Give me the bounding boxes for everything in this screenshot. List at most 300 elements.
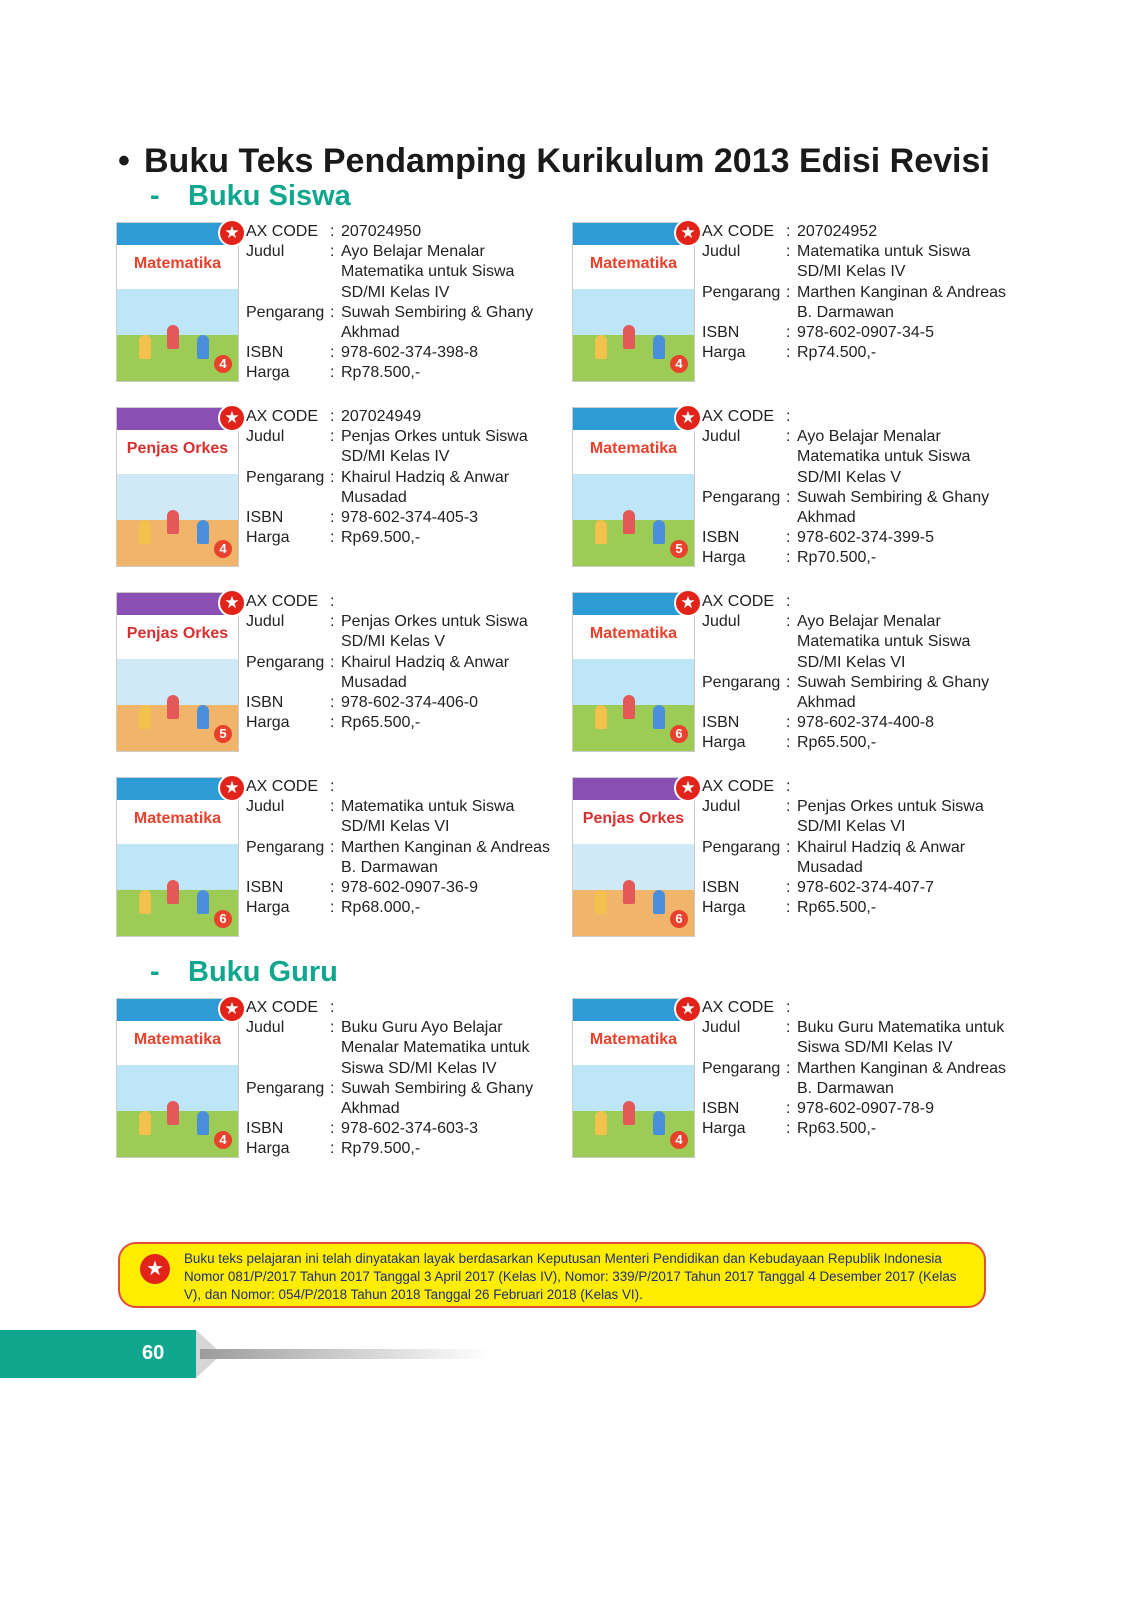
field-colon: : (330, 613, 335, 631)
field-label: AX CODE (246, 593, 319, 610)
field-colon: : (786, 1059, 791, 1077)
field-value: Suwah Sembiring & Ghany Akhmad (797, 673, 990, 712)
field-label: ISBN (246, 879, 284, 897)
cover-child-figure (653, 890, 665, 914)
judul-row (702, 612, 1012, 673)
field-colon: : (330, 798, 335, 816)
cover-child-figure (197, 1111, 209, 1135)
field-value: Khairul Hadziq & Anwar Musadad (341, 468, 510, 506)
book-entry (116, 998, 556, 1158)
cover-child-figure (139, 705, 151, 729)
field-colon: : (330, 1079, 335, 1097)
field-colon: : (330, 468, 335, 486)
field-value: Penjas Orkes untuk Siswa SD/MI Kelas VI (797, 798, 984, 836)
harga-row (702, 548, 1012, 568)
harga-row (702, 733, 1012, 753)
cover-child-figure (595, 1111, 607, 1135)
isbn-row (246, 343, 556, 363)
cover-child-figure (653, 1111, 665, 1135)
field-value: Rp65.500,- (797, 734, 877, 752)
field-colon: : (786, 673, 791, 691)
pengarang-row (246, 653, 556, 693)
isbn-row (246, 878, 556, 898)
cover-child-figure (139, 890, 151, 914)
book-entry (572, 998, 1012, 1158)
cover-title: Matematika (133, 1031, 222, 1048)
field-colon: : (330, 593, 335, 610)
field-label: Pengarang (702, 488, 781, 506)
cover-grade-badge: 6 (670, 910, 688, 928)
isbn-row (246, 508, 556, 528)
field-colon: : (786, 899, 791, 917)
field-label: ISBN (246, 1120, 284, 1138)
cover-child-figure (653, 335, 665, 359)
star-icon: ★ (218, 774, 246, 802)
cover-title: Matematika (589, 440, 678, 457)
harga-row (246, 898, 556, 918)
field-value (797, 407, 1012, 427)
book-cover-image (116, 592, 239, 752)
judul-row (702, 242, 1012, 282)
field-value: Ayo Belajar Menalar Matematika untuk Siswa SD/MI Kelas V (797, 428, 971, 486)
field-label: AX CODE (246, 999, 319, 1016)
field-value: Rp78.500,- (341, 364, 421, 382)
field-value: Rp68.000,- (341, 899, 421, 917)
book-details (246, 222, 556, 384)
field-value: Ayo Belajar Menalar Matematika untuk Siswa SD/MI Kelas VI (797, 613, 971, 671)
star-icon: ★ (674, 589, 702, 617)
book-details (702, 407, 1012, 569)
field-value: Marthen Kanginan & Andreas B. Darmawan (797, 283, 1007, 321)
harga-row (246, 1139, 556, 1159)
field-value: Matematika untuk Siswa SD/MI Kelas IV (797, 243, 971, 281)
book-details (246, 407, 556, 548)
field-value: Suwah Sembiring & Ghany Akhmad (797, 488, 990, 527)
field-colon: : (330, 653, 335, 671)
cover-title: Matematika (133, 810, 222, 827)
book-entry (116, 407, 556, 567)
field-colon: : (330, 999, 335, 1016)
isbn-row (702, 713, 1012, 733)
book-details (702, 592, 1012, 754)
cover-child-figure (197, 705, 209, 729)
field-label: Harga (702, 344, 746, 362)
field-value: 978-602-374-407-7 (797, 879, 934, 897)
judul-row (702, 427, 1012, 488)
field-label: ISBN (702, 324, 740, 342)
field-colon: : (330, 364, 335, 382)
field-colon: : (786, 344, 791, 362)
book-cover-image (572, 407, 695, 567)
field-label: AX CODE (246, 408, 319, 425)
star-icon: ★ (218, 219, 246, 247)
book-entry (572, 222, 1012, 382)
pengarang-row (702, 488, 1012, 528)
field-label: Judul (246, 243, 285, 261)
harga-row (246, 713, 556, 733)
field-value: Buku Guru Ayo Belajar Menalar Matematika untuk Siswa SD/MI Kelas IV (341, 1019, 530, 1077)
cover-child-figure (167, 695, 179, 719)
heading-dash: - (150, 956, 160, 988)
field-colon: : (786, 324, 791, 342)
field-label: Pengarang (702, 673, 781, 691)
book-entry (572, 592, 1012, 752)
field-label: AX CODE (702, 223, 775, 240)
book-details (246, 592, 556, 733)
pengarang-row (702, 673, 1012, 713)
cover-child-figure (653, 520, 665, 544)
cover-child-figure (167, 325, 179, 349)
cover-child-figure (197, 890, 209, 914)
pengarang-row (246, 303, 556, 343)
book-cover-image (116, 407, 239, 567)
field-value: Khairul Hadziq & Anwar Musadad (341, 653, 510, 691)
notice-text: Buku teks pelajaran ini telah dinyatakan layak berdasarkan Keputusan Menteri Pendidikan dan Kebudayaan Republik Indonesia Nomor 081/P/2017 Tahun 2017 Tanggal 3 April 2017 (Kelas IV), Nomor: 339/P/2017 Tahun 2017 Tanggal 4 Desember 2017 (Kelas V), dan Nomor: 054/P/2018 Tahun 2018 Tanggal 26 Februari 2018 (Kelas VI). (184, 1251, 957, 1302)
cover-grade-badge: 4 (670, 1131, 688, 1149)
star-icon: ★ (218, 404, 246, 432)
field-label: Judul (246, 798, 285, 816)
field-colon: : (330, 223, 335, 240)
ax-code-row (246, 407, 556, 427)
field-colon: : (786, 798, 791, 816)
field-label: Harga (246, 364, 290, 382)
harga-row (702, 1119, 1012, 1139)
field-label: Judul (246, 613, 285, 631)
book-details (246, 777, 556, 918)
field-label: AX CODE (246, 778, 319, 795)
book-entry (572, 407, 1012, 567)
field-value: Khairul Hadziq & Anwar Musadad (797, 838, 966, 876)
field-value: Suwah Sembiring & Ghany Akhmad (341, 1079, 534, 1118)
field-value (341, 592, 556, 612)
field-value: 207024950 (341, 223, 422, 240)
pengarang-row (246, 468, 556, 508)
book-details (702, 998, 1012, 1139)
heading-text: Buku Guru (188, 956, 338, 988)
title-bullet: • (118, 142, 130, 180)
star-icon: ★ (674, 219, 702, 247)
field-label: Judul (702, 798, 741, 816)
field-label: AX CODE (702, 778, 775, 795)
ax-code-row (702, 777, 1012, 797)
cover-grade-badge: 4 (214, 540, 232, 558)
cover-child-figure (623, 325, 635, 349)
field-value: Penjas Orkes untuk Siswa SD/MI Kelas V (341, 613, 528, 651)
cover-grade-badge: 4 (670, 355, 688, 373)
book-cover-image (572, 777, 695, 937)
ax-code-row (702, 998, 1012, 1018)
field-label: Pengarang (246, 653, 325, 671)
field-label: ISBN (246, 344, 284, 362)
field-colon: : (786, 283, 791, 301)
book-cover-image (572, 222, 695, 382)
book-entry (116, 222, 556, 382)
cover-child-figure (139, 335, 151, 359)
judul-row (702, 797, 1012, 837)
pengarang-row (702, 1059, 1012, 1099)
field-colon: : (786, 1019, 791, 1037)
section-heading-guru (150, 956, 338, 989)
cover-child-figure (595, 335, 607, 359)
judul-row (246, 1018, 556, 1079)
field-label: Harga (246, 1140, 290, 1158)
cover-title: Penjas Orkes (126, 440, 229, 457)
field-colon: : (786, 734, 791, 752)
ax-code-row (246, 998, 556, 1018)
field-label: ISBN (702, 714, 740, 732)
ax-code-row (246, 777, 556, 797)
cover-grade-badge: 6 (670, 725, 688, 743)
field-value: Rp65.500,- (341, 714, 421, 732)
book-entry (572, 777, 1012, 937)
cover-child-figure (139, 520, 151, 544)
cover-grade-badge: 4 (214, 1131, 232, 1149)
field-colon: : (786, 223, 791, 240)
ax-code-row (246, 222, 556, 242)
field-label: Pengarang (702, 838, 781, 856)
judul-row (246, 797, 556, 837)
ax-code-row (702, 592, 1012, 612)
field-value: 978-602-374-405-3 (341, 509, 478, 527)
cover-title: Penjas Orkes (126, 625, 229, 642)
star-icon: ★ (674, 774, 702, 802)
field-value: Marthen Kanginan & Andreas B. Darmawan (797, 1059, 1007, 1097)
cover-child-figure (139, 1111, 151, 1135)
book-cover-image (116, 222, 239, 382)
page-title (118, 142, 990, 181)
field-value: Ayo Belajar Menalar Matematika untuk Siswa SD/MI Kelas IV (341, 243, 515, 301)
cover-child-figure (595, 705, 607, 729)
field-colon: : (330, 243, 335, 261)
field-label: Pengarang (702, 1059, 781, 1077)
approval-notice (118, 1242, 986, 1308)
judul-row (246, 427, 556, 467)
harga-row (246, 363, 556, 383)
field-label: AX CODE (246, 223, 319, 240)
pengarang-row (702, 838, 1012, 878)
book-details (702, 777, 1012, 918)
isbn-row (702, 323, 1012, 343)
field-label: Judul (246, 428, 285, 446)
book-details (702, 222, 1012, 363)
field-colon: : (786, 488, 791, 506)
field-value (341, 777, 556, 797)
field-colon: : (786, 879, 791, 897)
field-label: Judul (702, 1019, 741, 1037)
star-icon: ★ (218, 995, 246, 1023)
field-value: Rp69.500,- (341, 529, 421, 547)
field-label: Pengarang (246, 468, 325, 486)
book-cover-image (572, 592, 695, 752)
ax-code-row (702, 407, 1012, 427)
field-colon: : (786, 778, 791, 795)
field-colon: : (330, 714, 335, 732)
field-colon: : (786, 529, 791, 547)
field-value: Rp65.500,- (797, 899, 877, 917)
cover-title: Matematika (133, 255, 222, 272)
field-value (797, 592, 1012, 612)
footer-gradient-bar (200, 1349, 490, 1359)
pengarang-row (246, 1079, 556, 1119)
field-label: Harga (702, 734, 746, 752)
field-label: Harga (246, 714, 290, 732)
isbn-row (246, 1119, 556, 1139)
cover-child-figure (623, 510, 635, 534)
cover-title: Penjas Orkes (582, 810, 685, 827)
field-label: Pengarang (246, 303, 325, 321)
cover-child-figure (623, 695, 635, 719)
cover-grade-badge: 6 (214, 910, 232, 928)
field-label: AX CODE (702, 408, 775, 425)
ax-code-row (246, 592, 556, 612)
field-label: Judul (702, 428, 741, 446)
cover-child-figure (653, 705, 665, 729)
field-value: 207024952 (797, 223, 878, 240)
field-colon: : (786, 428, 791, 446)
field-value: Suwah Sembiring & Ghany Akhmad (341, 303, 534, 342)
isbn-row (702, 1099, 1012, 1119)
field-value (797, 998, 1012, 1018)
field-colon: : (330, 899, 335, 917)
cover-child-figure (167, 1101, 179, 1125)
book-entry (116, 592, 556, 752)
book-cover-image (572, 998, 695, 1158)
field-label: Harga (246, 899, 290, 917)
field-label: ISBN (702, 529, 740, 547)
field-colon: : (786, 999, 791, 1016)
field-label: ISBN (246, 694, 284, 712)
field-colon: : (330, 1140, 335, 1158)
field-colon: : (786, 1100, 791, 1118)
star-icon: ★ (674, 995, 702, 1023)
title-text: Buku Teks Pendamping Kurikulum 2013 Edisi Revisi (144, 142, 990, 180)
isbn-row (702, 528, 1012, 548)
cover-child-figure (167, 880, 179, 904)
judul-row (246, 612, 556, 652)
pengarang-row (702, 283, 1012, 323)
field-label: ISBN (246, 509, 284, 527)
field-value: Matematika untuk Siswa SD/MI Kelas VI (341, 798, 515, 836)
field-colon: : (786, 838, 791, 856)
field-value: Marthen Kanginan & Andreas B. Darmawan (341, 838, 551, 876)
cover-child-figure (623, 880, 635, 904)
cover-title: Matematika (589, 625, 678, 642)
field-colon: : (786, 593, 791, 610)
field-value: 978-602-0907-36-9 (341, 879, 478, 897)
field-label: AX CODE (702, 593, 775, 610)
field-label: Judul (702, 243, 741, 261)
cover-child-figure (595, 520, 607, 544)
page-number: 60 (142, 1342, 165, 1364)
star-icon: ★ (218, 589, 246, 617)
isbn-row (246, 693, 556, 713)
cover-child-figure (623, 1101, 635, 1125)
field-colon: : (330, 838, 335, 856)
field-colon: : (330, 428, 335, 446)
field-value: 978-602-374-398-8 (341, 344, 478, 362)
field-value: 978-602-374-399-5 (797, 529, 934, 547)
field-label: Pengarang (702, 283, 781, 301)
field-value: 207024949 (341, 408, 422, 425)
field-value: 978-602-0907-78-9 (797, 1100, 934, 1118)
field-value: 978-602-374-603-3 (341, 1120, 478, 1138)
field-label: Pengarang (246, 838, 325, 856)
field-value: Penjas Orkes untuk Siswa SD/MI Kelas IV (341, 428, 528, 466)
field-label: ISBN (702, 879, 740, 897)
cover-child-figure (197, 335, 209, 359)
field-value (797, 777, 1012, 797)
cover-grade-badge: 5 (214, 725, 232, 743)
book-entry (116, 777, 556, 937)
judul-row (702, 1018, 1012, 1058)
field-colon: : (786, 613, 791, 631)
heading-dash: - (150, 180, 160, 212)
field-value: Rp63.500,- (797, 1120, 877, 1138)
cover-grade-badge: 5 (670, 540, 688, 558)
field-label: ISBN (702, 1100, 740, 1118)
book-details (246, 998, 556, 1160)
section-heading-siswa (150, 180, 351, 213)
field-value: Rp79.500,- (341, 1140, 421, 1158)
field-label: Judul (702, 613, 741, 631)
harga-row (702, 343, 1012, 363)
field-label: Harga (702, 899, 746, 917)
field-label: Harga (702, 549, 746, 567)
field-colon: : (330, 1019, 335, 1037)
judul-row (246, 242, 556, 303)
book-cover-image (116, 998, 239, 1158)
field-colon: : (330, 529, 335, 547)
field-colon: : (330, 778, 335, 795)
cover-child-figure (595, 890, 607, 914)
harga-row (246, 528, 556, 548)
field-colon: : (330, 509, 335, 527)
field-value (341, 998, 556, 1018)
star-icon: ★ (674, 404, 702, 432)
cover-grade-badge: 4 (214, 355, 232, 373)
pengarang-row (246, 838, 556, 878)
field-label: Pengarang (246, 1079, 325, 1097)
field-colon: : (786, 408, 791, 425)
field-value: Rp70.500,- (797, 549, 877, 567)
field-label: Judul (246, 1019, 285, 1037)
field-value: Rp74.500,- (797, 344, 877, 362)
field-value: 978-602-0907-34-5 (797, 324, 934, 342)
field-value: Buku Guru Matematika untuk Siswa SD/MI Kelas IV (797, 1019, 1005, 1057)
field-label: AX CODE (702, 999, 775, 1016)
cover-title: Matematika (589, 1031, 678, 1048)
book-cover-image (116, 777, 239, 937)
field-colon: : (786, 714, 791, 732)
field-label: Harga (702, 1120, 746, 1138)
field-colon: : (786, 549, 791, 567)
cover-title: Matematika (589, 255, 678, 272)
cover-child-figure (197, 520, 209, 544)
cover-child-figure (167, 510, 179, 534)
field-colon: : (330, 694, 335, 712)
field-label: Harga (246, 529, 290, 547)
harga-row (702, 898, 1012, 918)
field-value: 978-602-374-400-8 (797, 714, 934, 732)
field-colon: : (786, 243, 791, 261)
heading-text: Buku Siswa (188, 180, 351, 212)
star-icon: ★ (140, 1254, 170, 1284)
ax-code-row (702, 222, 1012, 242)
field-value: 978-602-374-406-0 (341, 694, 478, 712)
field-colon: : (330, 303, 335, 321)
field-colon: : (330, 344, 335, 362)
field-colon: : (786, 1120, 791, 1138)
